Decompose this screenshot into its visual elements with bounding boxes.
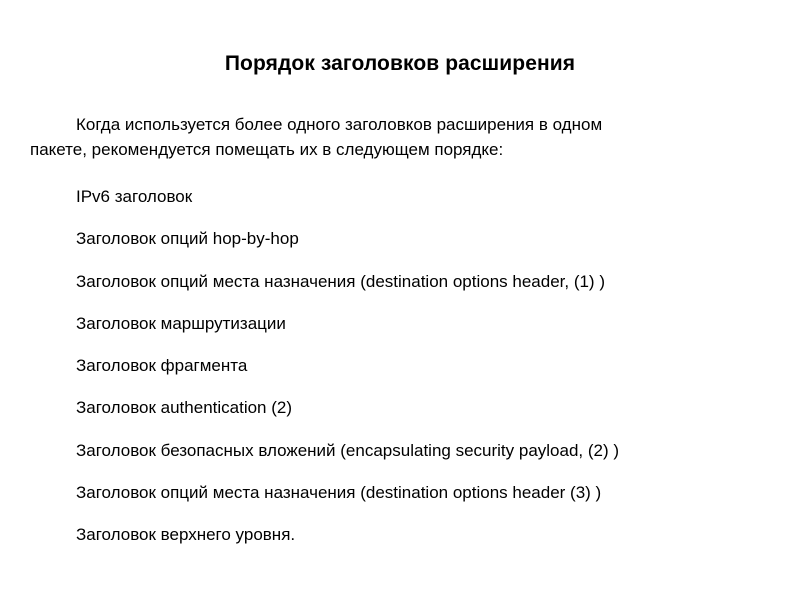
list-item: Заголовок безопасных вложений (encapsulating security payload, (2) ) <box>76 440 620 460</box>
list-item: Заголовок authentication (2) <box>76 398 293 418</box>
list-item: Заголовок опций hop-by-hop <box>76 229 299 249</box>
list-item: Заголовок маршрутизации <box>76 313 286 333</box>
list-item: Заголовок фрагмента <box>76 356 248 376</box>
list-item: Заголовок верхнего уровня. <box>76 525 296 545</box>
list-item: Заголовок опций места назначения (destination options header, (1) ) <box>76 271 605 291</box>
intro-line-2: пакете, рекомендуется помещать их в следующем порядке: <box>30 140 504 159</box>
list-item: Заголовок опций места назначения (destination options header (3) ) <box>76 483 602 503</box>
slide-title: Порядок заголовков расширения <box>224 52 576 75</box>
intro-paragraph <box>30 112 770 162</box>
header-order-list <box>76 186 619 567</box>
list-item: IPv6 заголовок <box>76 187 193 206</box>
intro-line-1: Когда используется более одного заголовков расширения в одном <box>76 115 603 134</box>
